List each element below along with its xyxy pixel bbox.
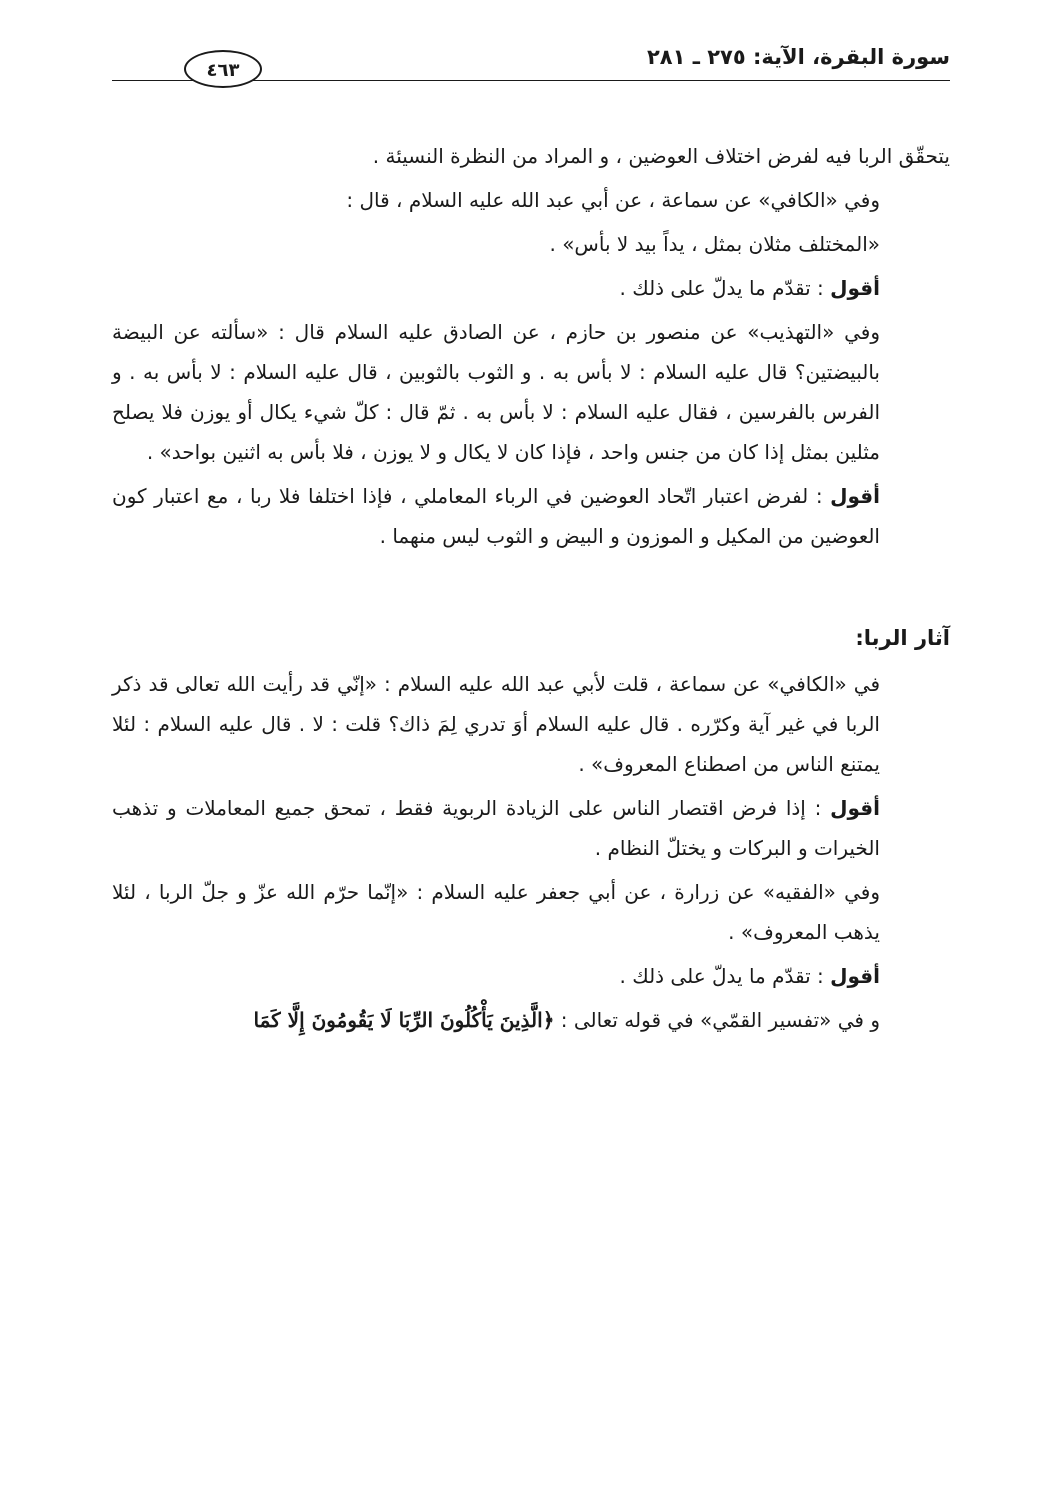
paragraph: يتحقّق الربا فيه لفرض اختلاف العوضين ، و المراد من النظرة النسيئة . <box>372 144 950 168</box>
page-body <box>112 136 950 1044</box>
paragraph-label: أقول <box>830 276 880 300</box>
paragraph-label: أقول <box>830 964 880 988</box>
paragraph: أقول : تقدّم ما يدلّ على ذلك . <box>619 276 880 300</box>
section-heading: آثار الربا: <box>855 626 950 650</box>
paragraph: أقول : لفرض اعتبار اتّحاد العوضين في الرباء المعاملي ، فإذا اختلفا فلا ربا ، مع اعتبار كون العوضين من المكيل و الموزون و البيض و الثوب ليس منهما . <box>112 484 880 548</box>
paragraph-label: أقول <box>830 796 880 820</box>
page-number: ٤٦٣ <box>184 50 262 88</box>
paragraph: وفي «التهذيب» عن منصور بن حازم ، عن الصادق عليه السلام قال : «سألته عن البيضة بالبيضتين؟ قال عليه السلام : لا بأس به . و الثوب بالثوبين ، قال عليه السلام : لا بأس به . و الفرس بالفرسين ، فقال عليه السلام : لا بأس به . ثمّ قال : كلّ شيء يكال أو يوزن فلا يصلح مثلين بمثل إذا كان من جنس واحد ، فإذا كان لا يكال و لا يوزن ، فلا بأس به اثنين بواحد» . <box>112 320 880 464</box>
paragraph: أقول : تقدّم ما يدلّ على ذلك . <box>619 964 880 988</box>
running-title: سورة البقرة، الآية: ٢٧٥ ـ ٢٨١ <box>646 45 950 69</box>
paragraph: وفي «الكافي» عن سماعة ، عن أبي عبد الله عليه السلام ، قال : <box>346 188 880 212</box>
paragraph: في «الكافي» عن سماعة ، قلت لأبي عبد الله عليه السلام : «إنّي قد رأيت الله تعالى قد ذكر الربا في غير آية وكرّره . قال عليه السلام أوَ تدري لِمَ ذاك؟ قلت : لا . قال عليه السلام : لئلا يمتنع الناس من اصطناع المعروف» . <box>112 672 880 776</box>
paragraph: و في «تفسير القمّي» في قوله تعالى : ﴿الَّذِينَ يَأْكُلُونَ الرِّبَا لَا يَقُومُونَ إِلَّا كَمَا <box>253 1008 880 1032</box>
quran-verse: ﴿الَّذِينَ يَأْكُلُونَ الرِّبَا لَا يَقُومُونَ إِلَّا كَمَا <box>253 1008 555 1032</box>
page-header <box>112 38 950 84</box>
paragraph: أقول : إذا فرض اقتصار الناس على الزيادة الربوية فقط ، تمحق جميع المعاملات و تذهب الخيرات و البركات و يختلّ النظام . <box>112 796 880 860</box>
paragraph: وفي «الفقيه» عن زرارة ، عن أبي جعفر عليه السلام : «إنّما حرّم الله عزّ و جلّ الربا ، لئلا يذهب المعروف» . <box>112 880 880 944</box>
paragraph: «المختلف مثلان بمثل ، يداً بيد لا بأس» . <box>549 232 880 256</box>
paragraph-label: أقول <box>830 484 880 508</box>
